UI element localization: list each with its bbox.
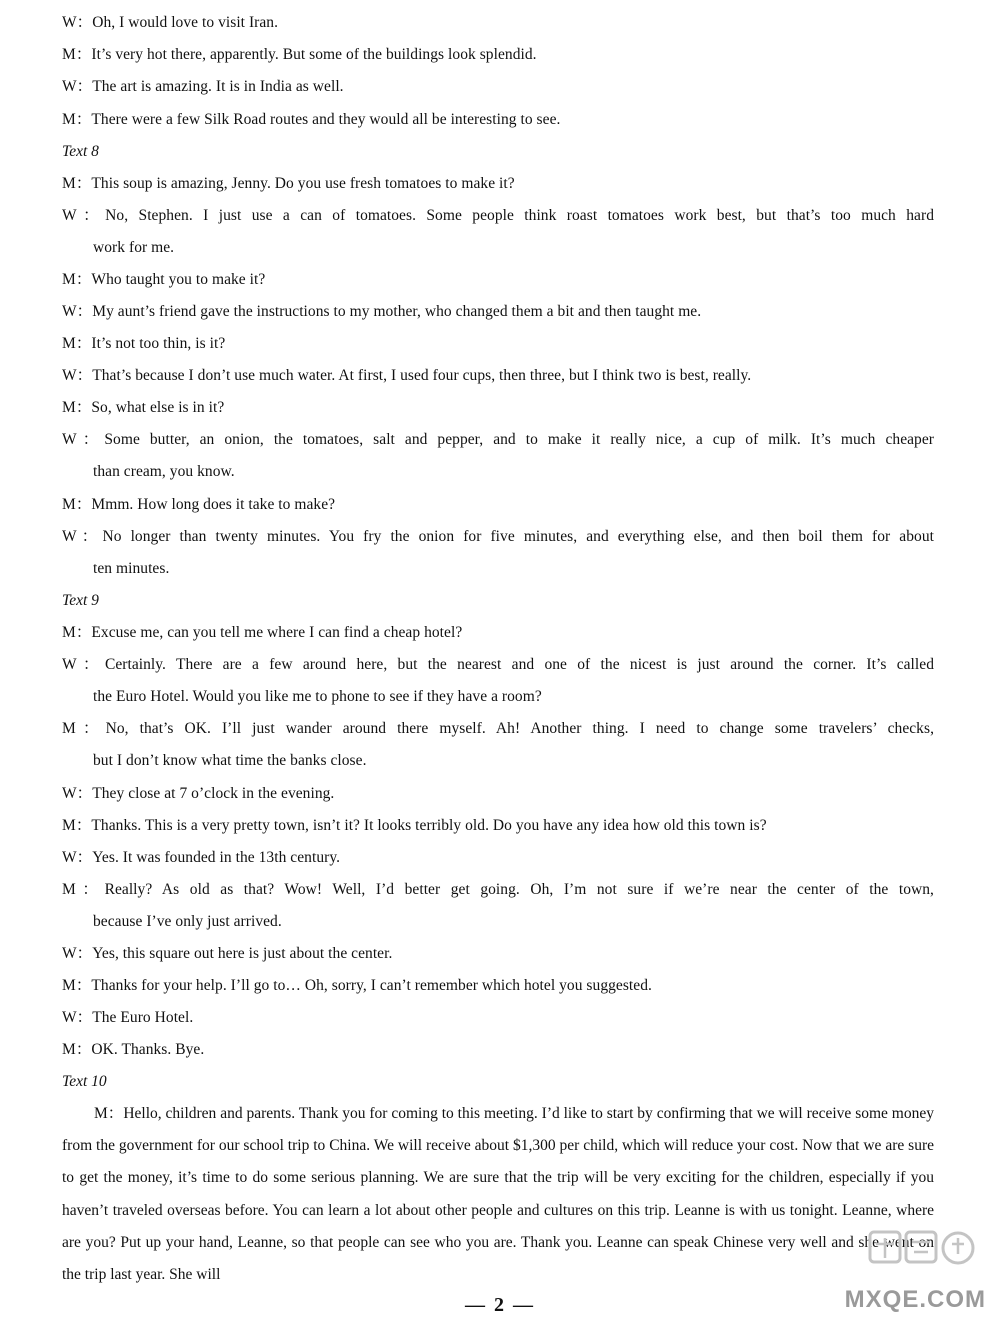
dialogue-continuation: ten minutes. (93, 560, 170, 577)
dialogue-line: W：That’s because I don’t use much water. At first, I used four cups, then three, but I think two is best, really. (62, 367, 752, 384)
dialogue-line: M：Who taught you to make it? (62, 271, 266, 288)
section-heading-text10: Text 10 (62, 1073, 107, 1090)
page-number: — 2 — (465, 1294, 535, 1316)
dialogue-continuation: but I don’t know what time the banks close. (93, 752, 367, 769)
dialogue-line: M：Excuse me, can you tell me where I can find a cheap hotel? (62, 624, 463, 641)
dialogue-continuation: work for me. (93, 239, 175, 256)
dialogue-line: M：Thanks for your help. I’ll go to… Oh, sorry, I can’t remember which hotel you suggested. (62, 977, 652, 994)
dialogue-line: W：The Euro Hotel. (62, 1009, 194, 1026)
dialogue-line: W：They close at 7 o’clock in the evening. (62, 785, 335, 802)
watermark-logo-icon (866, 1226, 976, 1286)
dialogue-line: M：So, what else is in it? (62, 399, 225, 416)
dialogue-line: M：It’s very hot there, apparently. But some of the buildings look splendid. (62, 46, 537, 63)
dialogue-line: W：No, Stephen. I just use a can of tomatoes. Some people think roast tomatoes work best, but that’s too much hard (62, 207, 934, 224)
dialogue-line: W：Yes. It was founded in the 13th century. (62, 849, 341, 866)
dialogue-line: W：Oh, I would love to visit Iran. (62, 14, 279, 31)
dialogue-continuation: the Euro Hotel. Would you like me to phone to see if they have a room? (93, 688, 542, 705)
dialogue-line: M：Thanks. This is a very pretty town, isn’t it? It looks terribly old. Do you have any idea how old this town is? (62, 817, 767, 834)
dialogue-line: W：No longer than twenty minutes. You fry the onion for five minutes, and everything else, and then boil them for about (62, 528, 934, 545)
dialogue-line: W：Some butter, an onion, the tomatoes, salt and pepper, and to make it really nice, a cup of milk. It’s much cheaper (62, 431, 934, 448)
monologue-paragraph: M：Hello, children and parents. Thank you for coming to this meeting. I’d like to start by confirming that we will receive some money from the government for our school trip to China. We will receive about $1,300 per child, which will reduce your cost. Now that we are sure to get the money, it’s time to do some serious planning. We are sure that the trip will be very exciting for the children, especially if you haven’t traveled overseas before. You can learn a lot about other people and cultures on this trip. Leanne is with us tonight. Leanne, where are you? Put up your hand, Leanne, so that people can see who you are. Thank you. Leanne can speak Chinese very well and she went on the trip last year. She will (62, 1105, 934, 1284)
dialogue-line: M：It’s not too thin, is it? (62, 335, 226, 352)
dialogue-line: M：There were a few Silk Road routes and they would all be interesting to see. (62, 111, 561, 128)
section-heading-text8: Text 8 (62, 143, 99, 160)
section-heading-text9: Text 9 (62, 592, 99, 609)
dialogue-line: M：OK. Thanks. Bye. (62, 1041, 205, 1058)
dialogue-line: M：Really? As old as that? Wow! Well, I’d better get going. Oh, I’m not sure if we’re near the center of the town, (62, 881, 934, 898)
dialogue-line: M：No, that’s OK. I’ll just wander around there myself. Ah! Another thing. I need to change some travelers’ checks, (62, 720, 934, 737)
watermark-site: MXQE.COM (844, 1286, 986, 1313)
dialogue-continuation: because I’ve only just arrived. (93, 913, 282, 930)
dialogue-line: M：This soup is amazing, Jenny. Do you use fresh tomatoes to make it? (62, 175, 515, 192)
dialogue-line: W：Yes, this square out here is just about the center. (62, 945, 393, 962)
dialogue-line: W：My aunt’s friend gave the instructions to my mother, who changed them a bit and then taught me. (62, 303, 702, 320)
dialogue-continuation: than cream, you know. (93, 463, 235, 480)
dialogue-line: W：Certainly. There are a few around here, but the nearest and one of the nicest is just around the corner. It’s called (62, 656, 934, 673)
dialogue-line: M：Mmm. How long does it take to make? (62, 496, 336, 513)
dialogue-line: W：The art is amazing. It is in India as well. (62, 78, 344, 95)
